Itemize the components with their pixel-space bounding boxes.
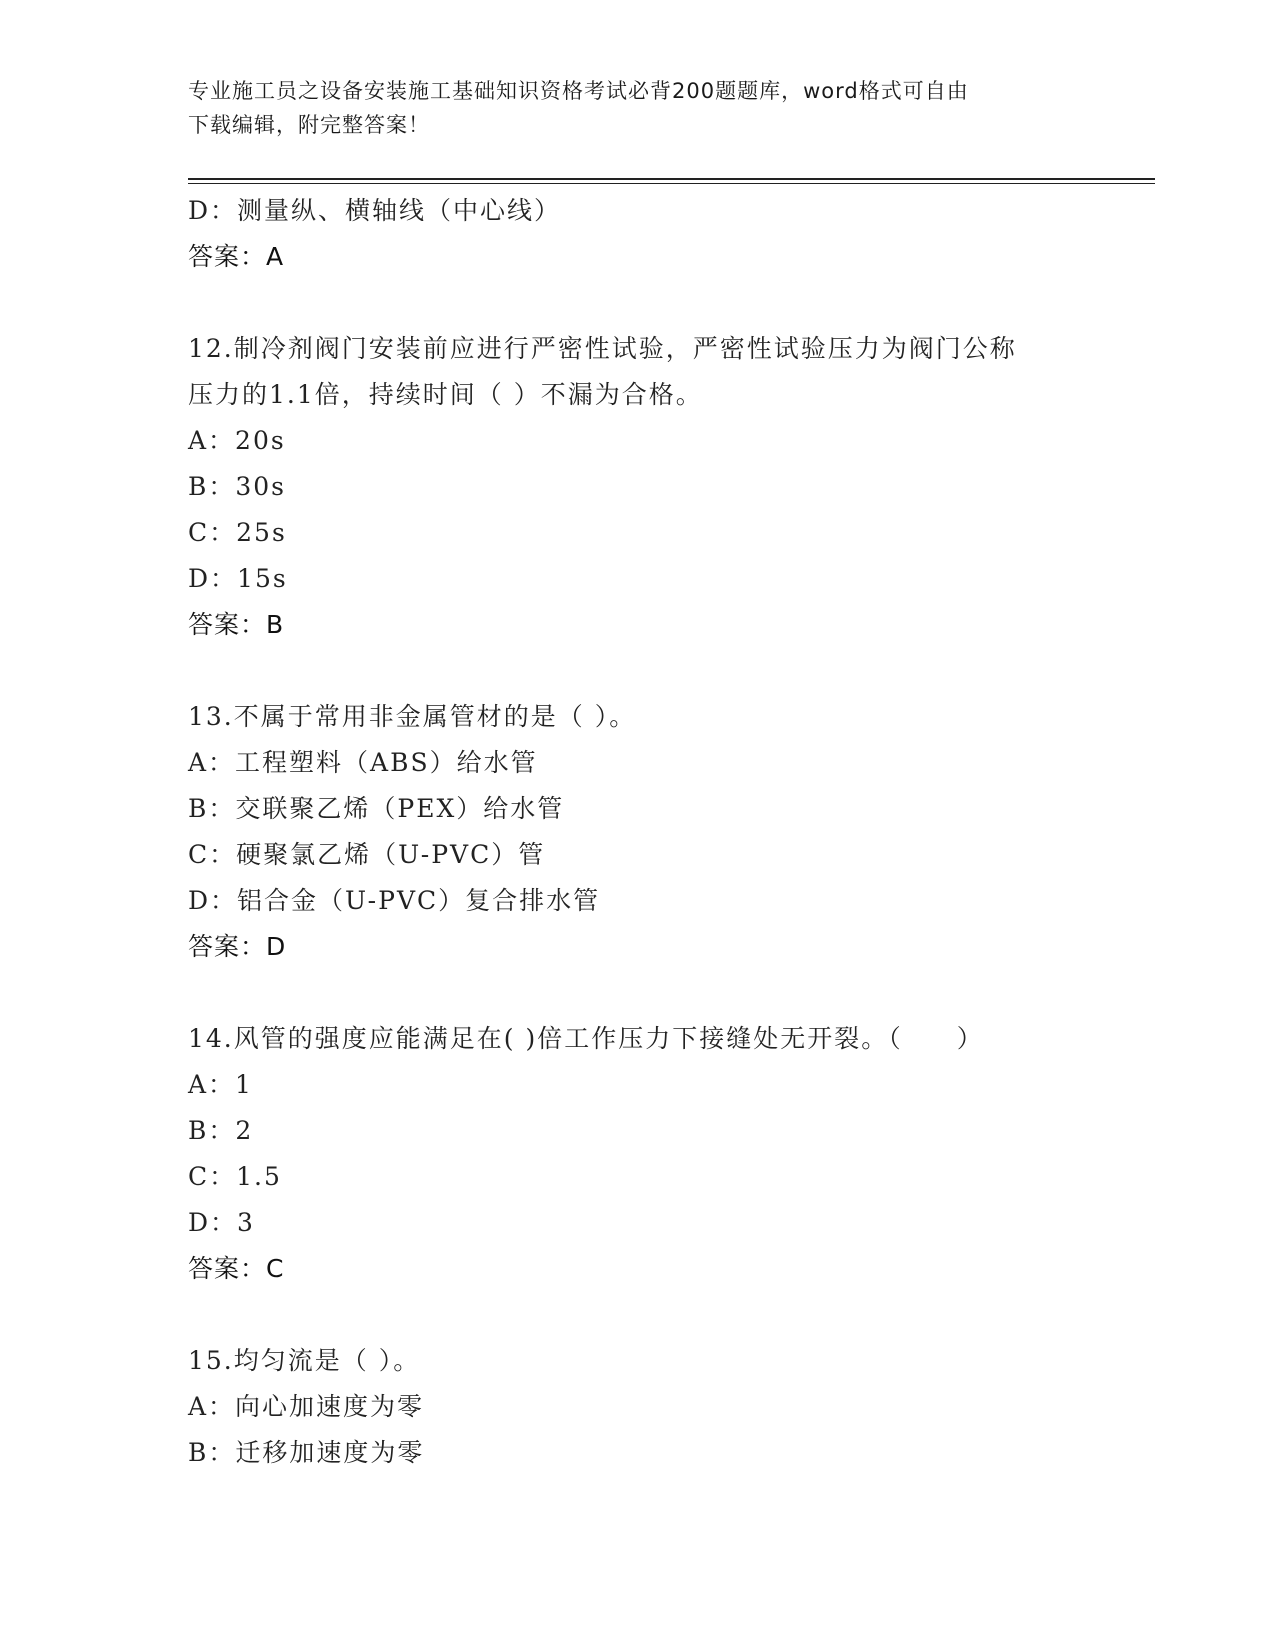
question-stem: 15.均匀流是（ ）。 bbox=[188, 1346, 421, 1375]
header-rule-thick bbox=[188, 178, 1155, 180]
spacer bbox=[188, 280, 1088, 326]
option-a: A：向心加速度为零 bbox=[188, 1392, 425, 1421]
question-stem-continued: 压力的1.1倍，持续时间（ ）不漏为合格。 bbox=[188, 380, 703, 409]
header-rule-thin bbox=[188, 183, 1155, 184]
option-d: D：3 bbox=[188, 1208, 255, 1237]
spacer bbox=[188, 1292, 1088, 1338]
option-a: A：20s bbox=[188, 426, 286, 455]
option-d: D：测量纵、横轴线（中心线） bbox=[188, 196, 562, 225]
option-b: B：30s bbox=[188, 472, 287, 501]
option-c: C：25s bbox=[188, 518, 287, 547]
question-content bbox=[188, 188, 1088, 1476]
option-d: D：15s bbox=[188, 564, 288, 593]
question-stem: 13.不属于常用非金属管材的是（ ）。 bbox=[188, 702, 637, 731]
document-header bbox=[188, 74, 1078, 142]
answer-line: 答案：C bbox=[188, 1254, 285, 1283]
question-15 bbox=[188, 1338, 1088, 1476]
option-c: C：硬聚氯乙烯（U-PVC）管 bbox=[188, 840, 546, 869]
option-a: A：1 bbox=[188, 1070, 253, 1099]
option-c: C：1.5 bbox=[188, 1162, 282, 1191]
question-13 bbox=[188, 694, 1088, 970]
question-stem: 14.风管的强度应能满足在( )倍工作压力下接缝处无开裂。（ ） bbox=[188, 1024, 984, 1053]
header-line-2: 下载编辑，附完整答案！ bbox=[188, 113, 430, 137]
answer-line: 答案：A bbox=[188, 242, 285, 271]
question-11 bbox=[188, 188, 1088, 280]
spacer bbox=[188, 970, 1088, 1016]
question-14 bbox=[188, 1016, 1088, 1292]
spacer bbox=[188, 648, 1088, 694]
answer-line: 答案：D bbox=[188, 932, 287, 961]
header-line-1: 专业施工员之设备安装施工基础知识资格考试必背200题题库，word格式可自由 bbox=[188, 79, 969, 103]
option-b: B：2 bbox=[188, 1116, 254, 1145]
option-a: A：工程塑料（ABS）给水管 bbox=[188, 748, 538, 777]
option-b: B：交联聚乙烯（PEX）给水管 bbox=[188, 794, 565, 823]
answer-line: 答案：B bbox=[188, 610, 285, 639]
option-b: B：迁移加速度为零 bbox=[188, 1438, 425, 1467]
option-d: D：铝合金（U-PVC）复合排水管 bbox=[188, 886, 601, 915]
question-12 bbox=[188, 326, 1088, 648]
question-stem: 12.制冷剂阀门安装前应进行严密性试验，严密性试验压力为阀门公称 bbox=[188, 334, 1017, 363]
